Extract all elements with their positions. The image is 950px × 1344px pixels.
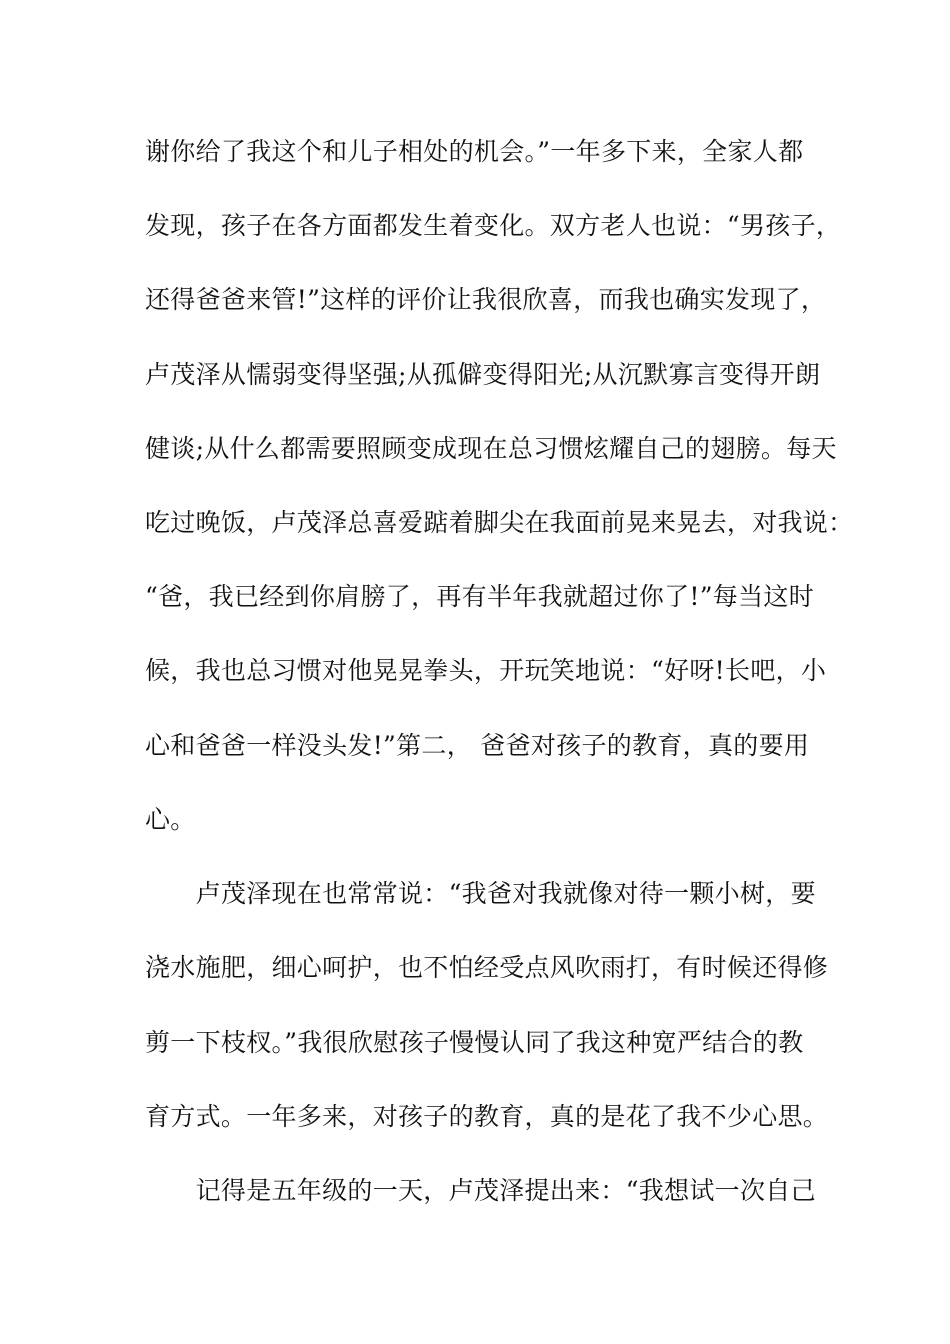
text-line-11: 卢茂泽现在也常常说：“我爸对我就像对待一颗小树，要 — [145, 879, 816, 908]
text-line-4: 卢茂泽从懦弱变得坚强;从孤僻变得阳光;从沉默寡言变得开朗 — [145, 360, 821, 389]
text-line-5: 健谈;从什么都需要照顾变成现在总习惯炫耀自己的翅膀。每天 — [145, 434, 837, 463]
text-line-12: 浇水施肥，细心呵护，也不怕经受点风吹雨打，有时候还得修 — [145, 953, 829, 982]
text-line-6: 吃过晚饭，卢茂泽总喜爱踮着脚尖在我面前晃来晃去，对我说： — [145, 508, 854, 537]
text-line-13: 剪一下枝杈。”我很欣慰孩子慢慢认同了我这种宽严结合的教 — [145, 1028, 804, 1057]
text-line-15: 记得是五年级的一天，卢茂泽提出来：“我想试一次自己 — [145, 1176, 816, 1205]
text-line-14: 育方式。一年多来，对孩子的教育，真的是花了我不少心思。 — [145, 1102, 829, 1131]
text-line-1: 谢你给了我这个和儿子相处的机会。”一年多下来，全家人都 — [145, 137, 804, 166]
text-line-7: “爸，我已经到你肩膀了，再有半年我就超过你了!”每当这时 — [145, 582, 815, 611]
text-line-3: 还得爸爸来管!”这样的评价让我很欣喜，而我也确实发现了， — [145, 285, 827, 314]
text-line-8: 候，我也总习惯对他晃晃拳头，开玩笑地说：“好呀!长吧，小 — [145, 656, 827, 685]
text-line-10: 心。 — [145, 805, 196, 834]
text-line-2: 发现，孩子在各方面都发生着变化。双方老人也说：“男孩子， — [145, 211, 842, 240]
text-line-9: 心和爸爸一样没头发!”第二， 爸爸对孩子的教育，真的要用 — [145, 731, 810, 760]
